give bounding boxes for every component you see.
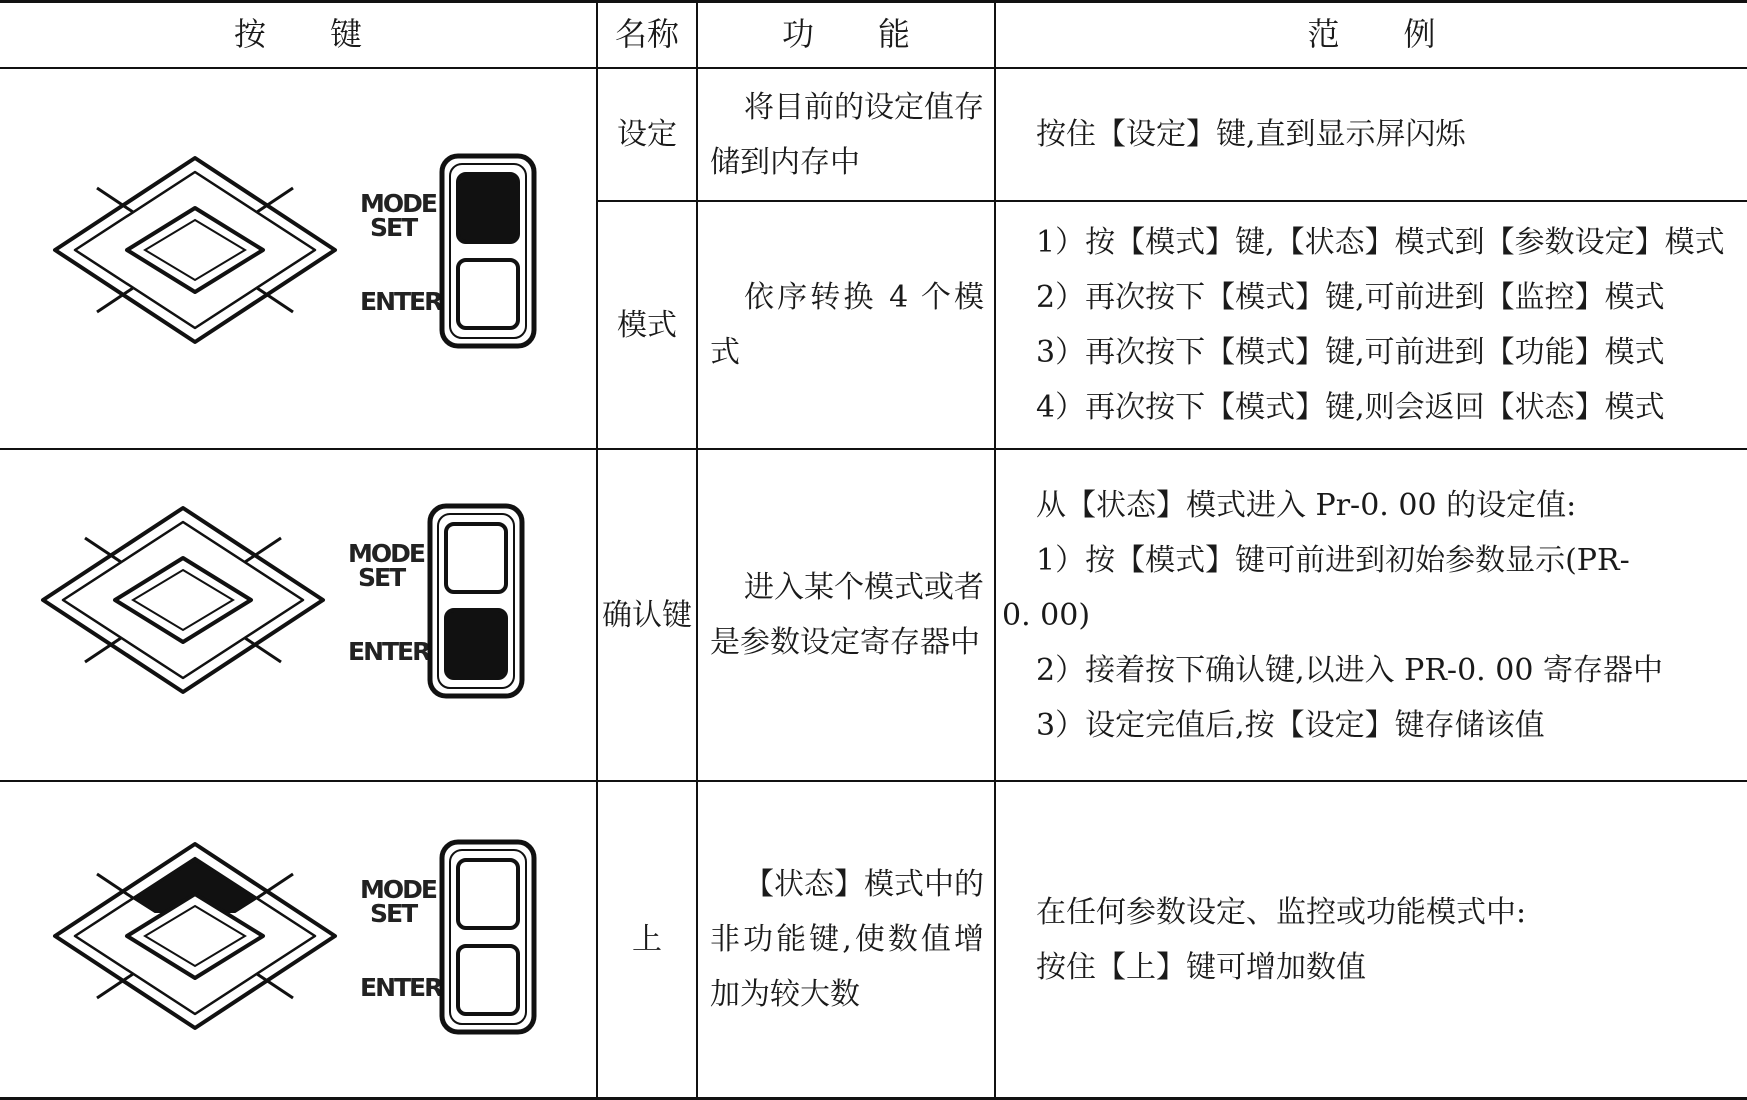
row-function: [698, 202, 994, 448]
example-line: 在任何参数设定、监控或功能模式中:: [1036, 894, 1527, 930]
header-key: 按 键: [233, 15, 362, 53]
example-line: 4）再次按下【模式】键,则会返回【状态】模式: [1036, 390, 1665, 425]
mode-label: MODE: [360, 875, 436, 904]
example-line: 3）再次按下【模式】键,可前进到【功能】模式: [1036, 335, 1665, 370]
keypad-illustration-set: [30, 150, 570, 380]
row-example: [996, 202, 1747, 448]
enter-button: [446, 610, 506, 678]
set-label: SET: [370, 213, 417, 242]
example-line: 2）接着按下确认键,以进入 PR-0. 00 寄存器中: [1036, 652, 1663, 688]
row-function-text: 进入某个模式或者是参数设定寄存器中: [710, 570, 984, 660]
header-example: 范 例: [1307, 15, 1436, 53]
mode-set-button: [446, 524, 506, 592]
keypad-illustration-enter: [18, 500, 558, 730]
example-line: 0. 00): [1002, 597, 1091, 633]
row-name: 上: [632, 922, 662, 957]
row-name: 设定: [617, 117, 677, 152]
keypad-diagram: [30, 150, 570, 380]
mode-set-button: [458, 860, 518, 928]
example-line: 按住【设定】键,直到显示屏闪烁: [1036, 117, 1466, 152]
row-function: [698, 450, 994, 780]
row-function-text: 【状态】模式中的非功能键,使数值增加为较大数: [710, 867, 984, 1012]
row-function: [698, 69, 994, 200]
row-function-text: 将目前的设定值存储到内存中: [710, 89, 984, 180]
row-example: [996, 782, 1747, 1097]
enter-label: ENTER: [360, 973, 442, 1002]
row-function-text: 依序转换 4 个模式: [710, 280, 984, 370]
enter-label: ENTER: [360, 287, 442, 316]
set-label: SET: [370, 899, 417, 928]
enter-button: [458, 260, 518, 328]
example-line: 2）再次按下【模式】键,可前进到【监控】模式: [1036, 280, 1665, 315]
enter-label: ENTER: [348, 637, 430, 666]
row-name: 确认键: [602, 597, 692, 633]
set-label: SET: [358, 563, 405, 592]
row-example: [996, 450, 1747, 780]
row-function: [698, 782, 994, 1097]
keypad-illustration-up: [30, 836, 570, 1066]
example-line: 从【状态】模式进入 Pr-0. 00 的设定值:: [1036, 487, 1577, 523]
header-name: 名称: [614, 15, 679, 53]
example-line: 按住【上】键可增加数值: [1036, 949, 1366, 985]
enter-button: [458, 946, 518, 1014]
keypad-diagram: [18, 500, 558, 730]
example-line: 1）按【模式】键,【状态】模式到【参数设定】模式: [1036, 225, 1725, 260]
mode-label: MODE: [360, 189, 436, 218]
keypad-diagram: [30, 836, 570, 1066]
row-name: 模式: [617, 307, 677, 343]
example-line: 1）按【模式】键可前进到初始参数显示(PR-: [1036, 542, 1630, 578]
mode-set-button: [458, 174, 518, 242]
row-example: [996, 69, 1747, 200]
header-function: 功 能: [781, 15, 910, 53]
mode-label: MODE: [348, 539, 424, 568]
example-line: 3）设定完值后,按【设定】键存储该值: [1036, 707, 1545, 743]
